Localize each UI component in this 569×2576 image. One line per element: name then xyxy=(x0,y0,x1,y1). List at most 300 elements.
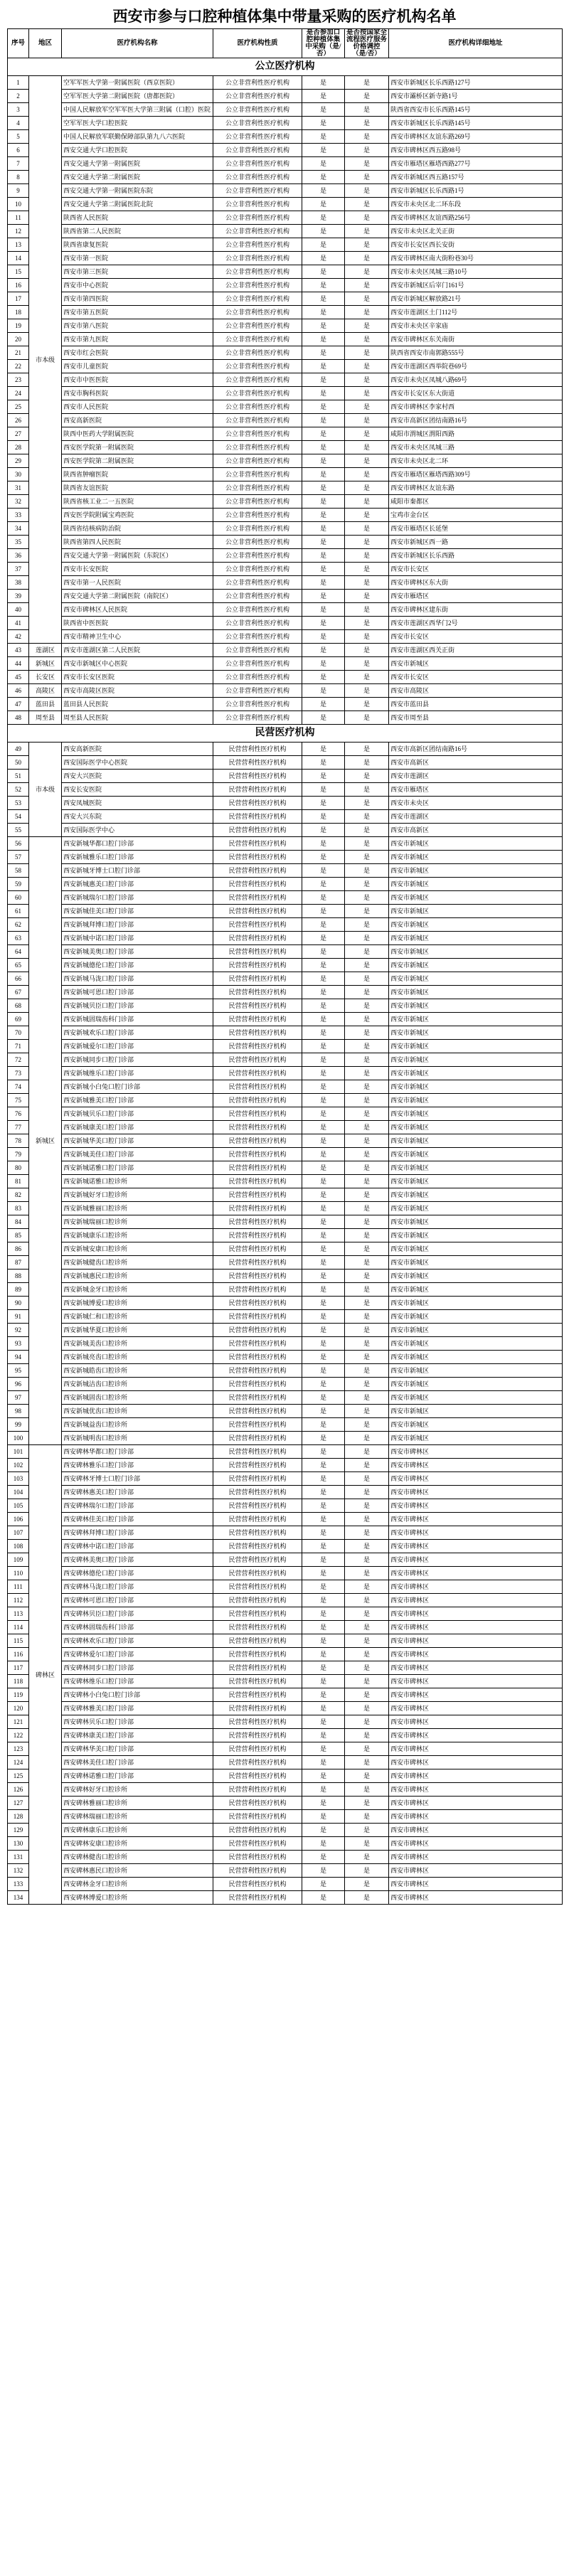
institution-address: 西安市新城区 xyxy=(389,1134,563,1148)
institution-name: 陕西省人民医院 xyxy=(62,211,213,225)
institution-address: 西安市新城区 xyxy=(389,1418,563,1432)
institution-name: 西安医学院附属宝鸡医院 xyxy=(62,509,213,522)
institution-name: 西安新城同步口腔门诊部 xyxy=(62,1053,213,1067)
row-number: 5 xyxy=(8,130,29,144)
row-number: 77 xyxy=(8,1121,29,1134)
institution-name: 西安交通大学第二附属医院 xyxy=(62,171,213,184)
institution-address: 西安市高新区 xyxy=(389,756,563,770)
row-number: 116 xyxy=(8,1648,29,1661)
institution-name: 西安碑林牙博士口腔门诊部 xyxy=(62,1472,213,1486)
institution-name: 西安市新城区中心医院 xyxy=(62,657,213,671)
row-number: 94 xyxy=(8,1351,29,1364)
table-row xyxy=(8,279,563,292)
institution-type: 民营营利性医疗机构 xyxy=(213,945,302,959)
price-control-flag: 是 xyxy=(345,117,389,130)
row-number: 131 xyxy=(8,1851,29,1864)
section-header-row xyxy=(8,58,563,76)
table-row xyxy=(8,1756,563,1769)
institution-type: 民营营利性医疗机构 xyxy=(213,1148,302,1161)
table-row xyxy=(8,698,563,711)
table-row xyxy=(8,346,563,360)
row-number: 69 xyxy=(8,1013,29,1026)
row-number: 72 xyxy=(8,1053,29,1067)
table-row xyxy=(8,1351,563,1364)
institution-type: 公立非营利性医疗机构 xyxy=(213,184,302,198)
table-row xyxy=(8,864,563,878)
price-control-flag: 是 xyxy=(345,1837,389,1851)
table-row xyxy=(8,1594,563,1607)
participates-flag: 是 xyxy=(302,630,345,644)
row-number: 91 xyxy=(8,1310,29,1324)
price-control-flag: 是 xyxy=(345,824,389,837)
institution-name: 西安碑林贝乐口腔门诊部 xyxy=(62,1715,213,1729)
table-row xyxy=(8,522,563,536)
institution-name: 西安碑林雅乐口腔门诊部 xyxy=(62,1459,213,1472)
price-control-flag: 是 xyxy=(345,1621,389,1634)
price-control-flag: 是 xyxy=(345,1283,389,1297)
institution-address: 西安市新城区 xyxy=(389,905,563,918)
participates-flag: 是 xyxy=(302,1283,345,1297)
institution-type: 民营营利性医疗机构 xyxy=(213,1256,302,1270)
price-control-flag: 是 xyxy=(345,797,389,810)
institution-address: 西安市新城区 xyxy=(389,1161,563,1175)
institution-name: 西安碑林马泷口腔门诊部 xyxy=(62,1580,213,1594)
participates-flag: 是 xyxy=(302,1526,345,1540)
table-row xyxy=(8,1878,563,1891)
institution-address: 西安市未央区北关正街 xyxy=(389,225,563,238)
participates-flag: 是 xyxy=(302,1594,345,1607)
institution-type: 民营营利性医疗机构 xyxy=(213,1405,302,1418)
institution-name: 西安碑林诺雅口腔门诊部 xyxy=(62,1769,213,1783)
table-row xyxy=(8,932,563,945)
table-row xyxy=(8,427,563,441)
price-control-flag: 是 xyxy=(345,590,389,603)
row-number: 44 xyxy=(8,657,29,671)
institution-name: 陕西省友谊医院 xyxy=(62,481,213,495)
institution-address: 西安市未央区凤城三路10号 xyxy=(389,265,563,279)
row-number: 93 xyxy=(8,1337,29,1351)
table-row xyxy=(8,1445,563,1459)
institution-address: 西安市碑林区 xyxy=(389,1445,563,1459)
table-row xyxy=(8,225,563,238)
table-row xyxy=(8,1891,563,1905)
table-row xyxy=(8,1175,563,1188)
price-control-flag: 是 xyxy=(345,103,389,117)
header-cell: 序号 xyxy=(8,29,29,58)
institution-type: 民营营利性医疗机构 xyxy=(213,1459,302,1472)
table-row xyxy=(8,441,563,454)
participates-flag: 是 xyxy=(302,1756,345,1769)
institution-name: 西安市第九医院 xyxy=(62,333,213,346)
institution-name: 空军军医大学口腔医院 xyxy=(62,117,213,130)
row-number: 20 xyxy=(8,333,29,346)
institution-type: 公立非营利性医疗机构 xyxy=(213,238,302,252)
institution-name: 西安新城固瑞齿科门诊部 xyxy=(62,1013,213,1026)
participates-flag: 是 xyxy=(302,1067,345,1080)
institution-type: 民营营利性医疗机构 xyxy=(213,1607,302,1621)
row-number: 129 xyxy=(8,1824,29,1837)
institution-address: 西安市雁塔区长延堡 xyxy=(389,522,563,536)
participates-flag: 是 xyxy=(302,252,345,265)
row-number: 53 xyxy=(8,797,29,810)
institution-address: 西安市新城区 xyxy=(389,1297,563,1310)
participates-flag: 是 xyxy=(302,1080,345,1094)
price-control-flag: 是 xyxy=(345,1094,389,1107)
institution-type: 公立非营利性医疗机构 xyxy=(213,373,302,387)
institution-type: 公立非营利性医疗机构 xyxy=(213,603,302,617)
section-title: 公立医疗机构 xyxy=(8,58,563,76)
table-row xyxy=(8,1864,563,1878)
price-control-flag: 是 xyxy=(345,1256,389,1270)
row-number: 58 xyxy=(8,864,29,878)
institution-address: 西安市长安区西长安街 xyxy=(389,238,563,252)
price-control-flag: 是 xyxy=(345,1013,389,1026)
price-control-flag: 是 xyxy=(345,1310,389,1324)
participates-flag: 是 xyxy=(302,1878,345,1891)
institution-name: 西安新城德伦口腔门诊部 xyxy=(62,959,213,972)
participates-flag: 是 xyxy=(302,698,345,711)
table-row xyxy=(8,711,563,725)
participates-flag: 是 xyxy=(302,509,345,522)
price-control-flag: 是 xyxy=(345,1405,389,1418)
participates-flag: 是 xyxy=(302,373,345,387)
participates-flag: 是 xyxy=(302,427,345,441)
participates-flag: 是 xyxy=(302,346,345,360)
institution-name: 西安新城维乐口腔门诊部 xyxy=(62,1067,213,1080)
row-number: 82 xyxy=(8,1188,29,1202)
participates-flag: 是 xyxy=(302,1202,345,1215)
participates-flag: 是 xyxy=(302,1688,345,1702)
institution-type: 民营营利性医疗机构 xyxy=(213,1824,302,1837)
table-row xyxy=(8,130,563,144)
table-row xyxy=(8,1702,563,1715)
participates-flag: 是 xyxy=(302,103,345,117)
institution-address: 西安市碑林区 xyxy=(389,1526,563,1540)
participates-flag: 是 xyxy=(302,225,345,238)
institution-type: 民营营利性医疗机构 xyxy=(213,1567,302,1580)
institution-name: 西安新城美佳口腔门诊部 xyxy=(62,1148,213,1161)
table-row xyxy=(8,1567,563,1580)
row-number: 14 xyxy=(8,252,29,265)
institution-type: 民营营利性医疗机构 xyxy=(213,1107,302,1121)
row-number: 17 xyxy=(8,292,29,306)
price-control-flag: 是 xyxy=(345,1067,389,1080)
participates-flag: 是 xyxy=(302,1324,345,1337)
price-control-flag: 是 xyxy=(345,1878,389,1891)
row-number: 27 xyxy=(8,427,29,441)
institution-type: 民营营利性医疗机构 xyxy=(213,1337,302,1351)
table-row xyxy=(8,1161,563,1175)
participates-flag: 是 xyxy=(302,1229,345,1242)
institution-type: 公立非营利性医疗机构 xyxy=(213,549,302,563)
table-row xyxy=(8,1607,563,1621)
table-row xyxy=(8,1540,563,1553)
institution-name: 西安市中心医院 xyxy=(62,279,213,292)
institution-type: 民营营利性医疗机构 xyxy=(213,1378,302,1391)
institution-type: 民营营利性医疗机构 xyxy=(213,1418,302,1432)
row-number: 103 xyxy=(8,1472,29,1486)
institution-address: 西安市长安区 xyxy=(389,630,563,644)
institution-address: 西安市碑林区 xyxy=(389,1553,563,1567)
institution-type: 民营营利性医疗机构 xyxy=(213,851,302,864)
table-row xyxy=(8,576,563,590)
row-number: 132 xyxy=(8,1864,29,1878)
institution-address: 西安市碑林区 xyxy=(389,1634,563,1648)
price-control-flag: 是 xyxy=(345,743,389,756)
institution-name: 西安市儿童医院 xyxy=(62,360,213,373)
row-number: 98 xyxy=(8,1405,29,1418)
institution-type: 民营营利性医疗机构 xyxy=(213,1648,302,1661)
institution-type: 公立非营利性医疗机构 xyxy=(213,671,302,684)
price-control-flag: 是 xyxy=(345,1580,389,1594)
participates-flag: 是 xyxy=(302,414,345,427)
table-row xyxy=(8,454,563,468)
price-control-flag: 是 xyxy=(345,1715,389,1729)
table-row xyxy=(8,1053,563,1067)
row-number: 83 xyxy=(8,1202,29,1215)
institution-type: 民营营利性医疗机构 xyxy=(213,959,302,972)
price-control-flag: 是 xyxy=(345,144,389,157)
price-control-flag: 是 xyxy=(345,1270,389,1283)
participates-flag: 是 xyxy=(302,603,345,617)
row-number: 71 xyxy=(8,1040,29,1053)
institution-address: 咸阳市渭城区渭阳西路 xyxy=(389,427,563,441)
price-control-flag: 是 xyxy=(345,1729,389,1742)
header-cell: 医疗机构详细地址 xyxy=(389,29,563,58)
price-control-flag: 是 xyxy=(345,225,389,238)
participates-flag: 是 xyxy=(302,171,345,184)
institution-type: 民营营利性医疗机构 xyxy=(213,1634,302,1648)
institution-name: 西安新城仁和口腔诊所 xyxy=(62,1310,213,1324)
institution-type: 公立非营利性医疗机构 xyxy=(213,90,302,103)
institution-name: 西安新城安康口腔诊所 xyxy=(62,1242,213,1256)
institution-type: 民营营利性医疗机构 xyxy=(213,1040,302,1053)
institution-name: 西安高新医院 xyxy=(62,743,213,756)
institution-name: 西安新城雅丽口腔诊所 xyxy=(62,1202,213,1215)
row-number: 59 xyxy=(8,878,29,891)
table-row xyxy=(8,1729,563,1742)
participates-flag: 是 xyxy=(302,1837,345,1851)
row-number: 7 xyxy=(8,157,29,171)
institution-type: 公立非营利性医疗机构 xyxy=(213,211,302,225)
participates-flag: 是 xyxy=(302,1013,345,1026)
table-row xyxy=(8,1188,563,1202)
table-row xyxy=(8,657,563,671)
row-number: 32 xyxy=(8,495,29,509)
institution-name: 西安新城贝乐口腔门诊部 xyxy=(62,1107,213,1121)
row-number: 10 xyxy=(8,198,29,211)
institution-address: 西安市新城区 xyxy=(389,1378,563,1391)
row-number: 26 xyxy=(8,414,29,427)
district-cell: 碑林区 xyxy=(29,1445,62,1905)
table-row xyxy=(8,1067,563,1080)
institution-address: 西安市碑林区 xyxy=(389,1486,563,1499)
institution-address: 西安市新城区 xyxy=(389,1351,563,1364)
table-row xyxy=(8,1364,563,1378)
table-row xyxy=(8,1013,563,1026)
table-row xyxy=(8,824,563,837)
institution-type: 公立非营利性医疗机构 xyxy=(213,157,302,171)
participates-flag: 是 xyxy=(302,319,345,333)
price-control-flag: 是 xyxy=(345,1418,389,1432)
price-control-flag: 是 xyxy=(345,346,389,360)
row-number: 28 xyxy=(8,441,29,454)
price-control-flag: 是 xyxy=(345,1445,389,1459)
price-control-flag: 是 xyxy=(345,90,389,103)
participates-flag: 是 xyxy=(302,1161,345,1175)
institution-name: 西安交通大学第一附属医院 xyxy=(62,157,213,171)
institution-address: 西安市新城区长乐西路 xyxy=(389,549,563,563)
table-row xyxy=(8,1391,563,1405)
institution-address: 西安市新城区长乐西路145号 xyxy=(389,117,563,130)
price-control-flag: 是 xyxy=(345,1175,389,1188)
participates-flag: 是 xyxy=(302,130,345,144)
participates-flag: 是 xyxy=(302,441,345,454)
institution-type: 公立非营利性医疗机构 xyxy=(213,711,302,725)
institution-name: 西安凤城医院 xyxy=(62,797,213,810)
row-number: 67 xyxy=(8,986,29,999)
row-number: 123 xyxy=(8,1742,29,1756)
participates-flag: 是 xyxy=(302,400,345,414)
participates-flag: 是 xyxy=(302,1364,345,1378)
row-number: 22 xyxy=(8,360,29,373)
table-row xyxy=(8,184,563,198)
institution-address: 西安市碑林区李家村西 xyxy=(389,400,563,414)
row-number: 15 xyxy=(8,265,29,279)
row-number: 109 xyxy=(8,1553,29,1567)
row-number: 126 xyxy=(8,1783,29,1797)
price-control-flag: 是 xyxy=(345,1540,389,1553)
row-number: 112 xyxy=(8,1594,29,1607)
institution-address: 西安市新城区 xyxy=(389,1094,563,1107)
institution-address: 西安市新城区长乐西路127号 xyxy=(389,76,563,90)
institution-type: 民营营利性医疗机构 xyxy=(213,1283,302,1297)
institution-type: 民营营利性医疗机构 xyxy=(213,756,302,770)
institution-name: 西安市中医医院 xyxy=(62,373,213,387)
institution-address: 西安市碑林区建东街 xyxy=(389,603,563,617)
institution-address: 西安市新城区 xyxy=(389,837,563,851)
price-control-flag: 是 xyxy=(345,603,389,617)
institution-type: 公立非营利性医疗机构 xyxy=(213,684,302,698)
table-row xyxy=(8,1026,563,1040)
participates-flag: 是 xyxy=(302,1107,345,1121)
institution-name: 西安新城益齿口腔诊所 xyxy=(62,1418,213,1432)
institution-address: 西安市新城区 xyxy=(389,972,563,986)
table-row xyxy=(8,171,563,184)
participates-flag: 是 xyxy=(302,1053,345,1067)
institution-type: 民营营利性医疗机构 xyxy=(213,1297,302,1310)
institution-address: 西安市莲湖区 xyxy=(389,770,563,783)
row-number: 11 xyxy=(8,211,29,225)
price-control-flag: 是 xyxy=(345,319,389,333)
institution-name: 西安碑林华美口腔门诊部 xyxy=(62,1742,213,1756)
row-number: 70 xyxy=(8,1026,29,1040)
row-number: 56 xyxy=(8,837,29,851)
institution-name: 西安新城可恩口腔门诊部 xyxy=(62,986,213,999)
institution-name: 西安交通大学第一附属医院（东院区） xyxy=(62,549,213,563)
table-row xyxy=(8,1837,563,1851)
institution-address: 西安市碑林区 xyxy=(389,1729,563,1742)
participates-flag: 是 xyxy=(302,851,345,864)
price-control-flag: 是 xyxy=(345,1594,389,1607)
district-cell: 市本级 xyxy=(29,76,62,644)
institution-name: 西安碑林佳美口腔门诊部 xyxy=(62,1513,213,1526)
participates-flag: 是 xyxy=(302,481,345,495)
participates-flag: 是 xyxy=(302,117,345,130)
price-control-flag: 是 xyxy=(345,400,389,414)
participates-flag: 是 xyxy=(302,1297,345,1310)
institution-address: 西安市新城区 xyxy=(389,1040,563,1053)
participates-flag: 是 xyxy=(302,1121,345,1134)
institution-name: 西安市胸科医院 xyxy=(62,387,213,400)
institution-name: 西安新城华美口腔门诊部 xyxy=(62,1134,213,1148)
row-number: 19 xyxy=(8,319,29,333)
row-number: 39 xyxy=(8,590,29,603)
institution-type: 公立非营利性医疗机构 xyxy=(213,198,302,211)
price-control-flag: 是 xyxy=(345,1297,389,1310)
table-row xyxy=(8,387,563,400)
table-row xyxy=(8,563,563,576)
institution-address: 西安市未央区北二环东段 xyxy=(389,198,563,211)
institution-name: 西安新城雅乐口腔门诊部 xyxy=(62,851,213,864)
participates-flag: 是 xyxy=(302,536,345,549)
row-number: 81 xyxy=(8,1175,29,1188)
institution-address: 西安市碑林区 xyxy=(389,1878,563,1891)
institution-address: 西安市碑林区 xyxy=(389,1756,563,1769)
price-control-flag: 是 xyxy=(345,1851,389,1864)
participates-flag: 是 xyxy=(302,1634,345,1648)
institution-address: 西安市新城区 xyxy=(389,1283,563,1297)
institution-address: 西安市灞桥区新寺路1号 xyxy=(389,90,563,103)
row-number: 4 xyxy=(8,117,29,130)
participates-flag: 是 xyxy=(302,1418,345,1432)
institution-address: 西安市高新区 xyxy=(389,824,563,837)
institution-type: 民营营利性医疗机构 xyxy=(213,1878,302,1891)
price-control-flag: 是 xyxy=(345,864,389,878)
institution-address: 西安市碑林区 xyxy=(389,1783,563,1797)
institution-address: 西安市新城区 xyxy=(389,999,563,1013)
institution-address: 西安市新城区 xyxy=(389,1148,563,1161)
price-control-flag: 是 xyxy=(345,1553,389,1567)
institution-address: 西安市碑林区 xyxy=(389,1513,563,1526)
table-row xyxy=(8,1310,563,1324)
institution-address: 西安市新城区 xyxy=(389,657,563,671)
institution-name: 西安交通大学口腔医院 xyxy=(62,144,213,157)
participates-flag: 是 xyxy=(302,1405,345,1418)
table-row xyxy=(8,1553,563,1567)
institution-name: 中国人民解放军空军军医大学第三附属（口腔）医院 xyxy=(62,103,213,117)
institution-name: 西安新城惠民口腔诊所 xyxy=(62,1270,213,1283)
institution-type: 公立非营利性医疗机构 xyxy=(213,563,302,576)
price-control-flag: 是 xyxy=(345,454,389,468)
participates-flag: 是 xyxy=(302,1134,345,1148)
institution-type: 民营营利性医疗机构 xyxy=(213,1094,302,1107)
row-number: 124 xyxy=(8,1756,29,1769)
table-row xyxy=(8,1661,563,1675)
institution-name: 西安碑林雅美口腔门诊部 xyxy=(62,1702,213,1715)
institution-address: 西安市碑林区 xyxy=(389,1837,563,1851)
row-number: 86 xyxy=(8,1242,29,1256)
row-number: 33 xyxy=(8,509,29,522)
price-control-flag: 是 xyxy=(345,1513,389,1526)
institution-name: 西安市高陵区医院 xyxy=(62,684,213,698)
participates-flag: 是 xyxy=(302,144,345,157)
table-row xyxy=(8,630,563,644)
row-number: 87 xyxy=(8,1256,29,1270)
row-number: 105 xyxy=(8,1499,29,1513)
row-number: 52 xyxy=(8,783,29,797)
participates-flag: 是 xyxy=(302,1026,345,1040)
